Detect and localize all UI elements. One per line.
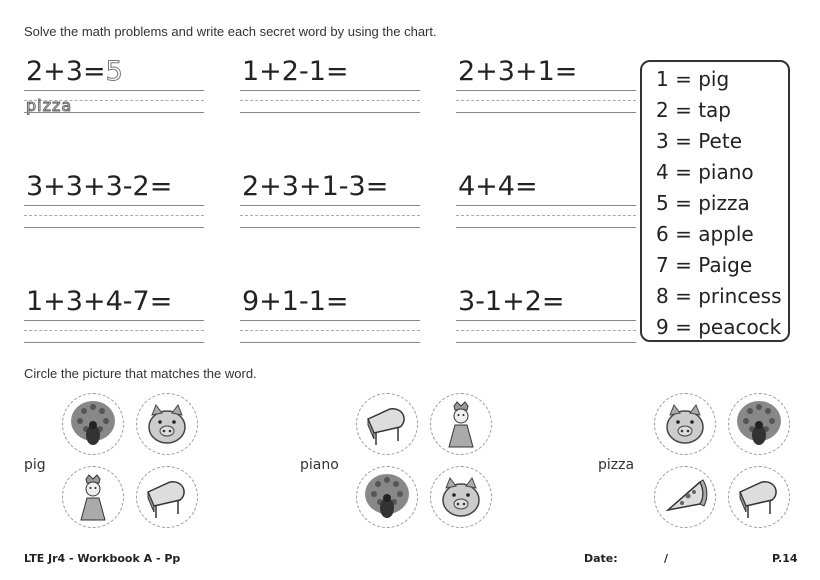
peacock-icon (66, 397, 120, 451)
math-problem-2[interactable] (240, 56, 420, 120)
math-problem-9[interactable] (456, 286, 636, 350)
pizza-picture[interactable] (654, 466, 716, 528)
chart-row: 7 = Paige (656, 253, 753, 277)
secret-word-answer: pizza (26, 96, 73, 115)
pig-icon (434, 470, 488, 524)
math-problem-8[interactable] (240, 286, 420, 350)
piano-picture[interactable] (136, 466, 198, 528)
piano-icon (732, 470, 786, 524)
pig-picture[interactable] (136, 393, 198, 455)
math-problem-3[interactable] (456, 56, 636, 120)
chart-row: 8 = princess (656, 284, 782, 308)
date-label: Date: (584, 552, 618, 565)
page-number: P.14 (772, 552, 798, 565)
equation: 3+3+3-2= (26, 171, 173, 202)
workbook-label: LTE Jr4 - Workbook A - Pp (24, 552, 181, 565)
equation: 1+2-1= (242, 56, 349, 87)
chart-row: 6 = apple (656, 222, 754, 246)
equation: 2+3=5 (26, 56, 124, 87)
equation: 3-1+2= (458, 286, 565, 317)
math-problem-5[interactable] (240, 171, 420, 235)
princess-icon (66, 470, 120, 524)
pizza-icon (658, 470, 712, 524)
match-word-piano: piano (300, 457, 339, 473)
equation: 1+3+4-7= (26, 286, 173, 317)
chart-row: 3 = Pete (656, 129, 742, 153)
solve-instructions: Solve the math problems and write each secret word by using the chart. (24, 24, 437, 39)
chart-row: 1 = pig (656, 67, 730, 91)
match-word-pig: pig (24, 457, 46, 473)
peacock-picture[interactable] (728, 393, 790, 455)
pig-icon (658, 397, 712, 451)
peacock-picture[interactable] (356, 466, 418, 528)
match-word-pizza: pizza (598, 457, 635, 473)
piano-icon (360, 397, 414, 451)
piano-picture[interactable] (356, 393, 418, 455)
princess-icon (434, 397, 488, 451)
chart-row: 2 = tap (656, 98, 731, 122)
chart-row: 5 = pizza (656, 191, 750, 215)
peacock-picture[interactable] (62, 393, 124, 455)
math-problem-1[interactable] (24, 56, 204, 120)
answer: 5 (105, 56, 124, 87)
pig-picture[interactable] (654, 393, 716, 455)
chart-row: 4 = piano (656, 160, 754, 184)
equation: 2+3+1= (458, 56, 578, 87)
princess-picture[interactable] (62, 466, 124, 528)
princess-picture[interactable] (430, 393, 492, 455)
equation: 2+3+1-3= (242, 171, 389, 202)
circle-instructions: Circle the picture that matches the word. (24, 366, 257, 381)
date-separator: / (664, 552, 669, 565)
code-chart (640, 60, 790, 342)
equation: 9+1-1= (242, 286, 349, 317)
chart-row: 9 = peacock (656, 315, 782, 339)
pig-picture[interactable] (430, 466, 492, 528)
math-problem-6[interactable] (456, 171, 636, 235)
math-problem-4[interactable] (24, 171, 204, 235)
equation: 4+4= (458, 171, 538, 202)
math-problem-7[interactable] (24, 286, 204, 350)
piano-picture[interactable] (728, 466, 790, 528)
pig-icon (140, 397, 194, 451)
piano-icon (140, 470, 194, 524)
peacock-icon (360, 470, 414, 524)
peacock-icon (732, 397, 786, 451)
